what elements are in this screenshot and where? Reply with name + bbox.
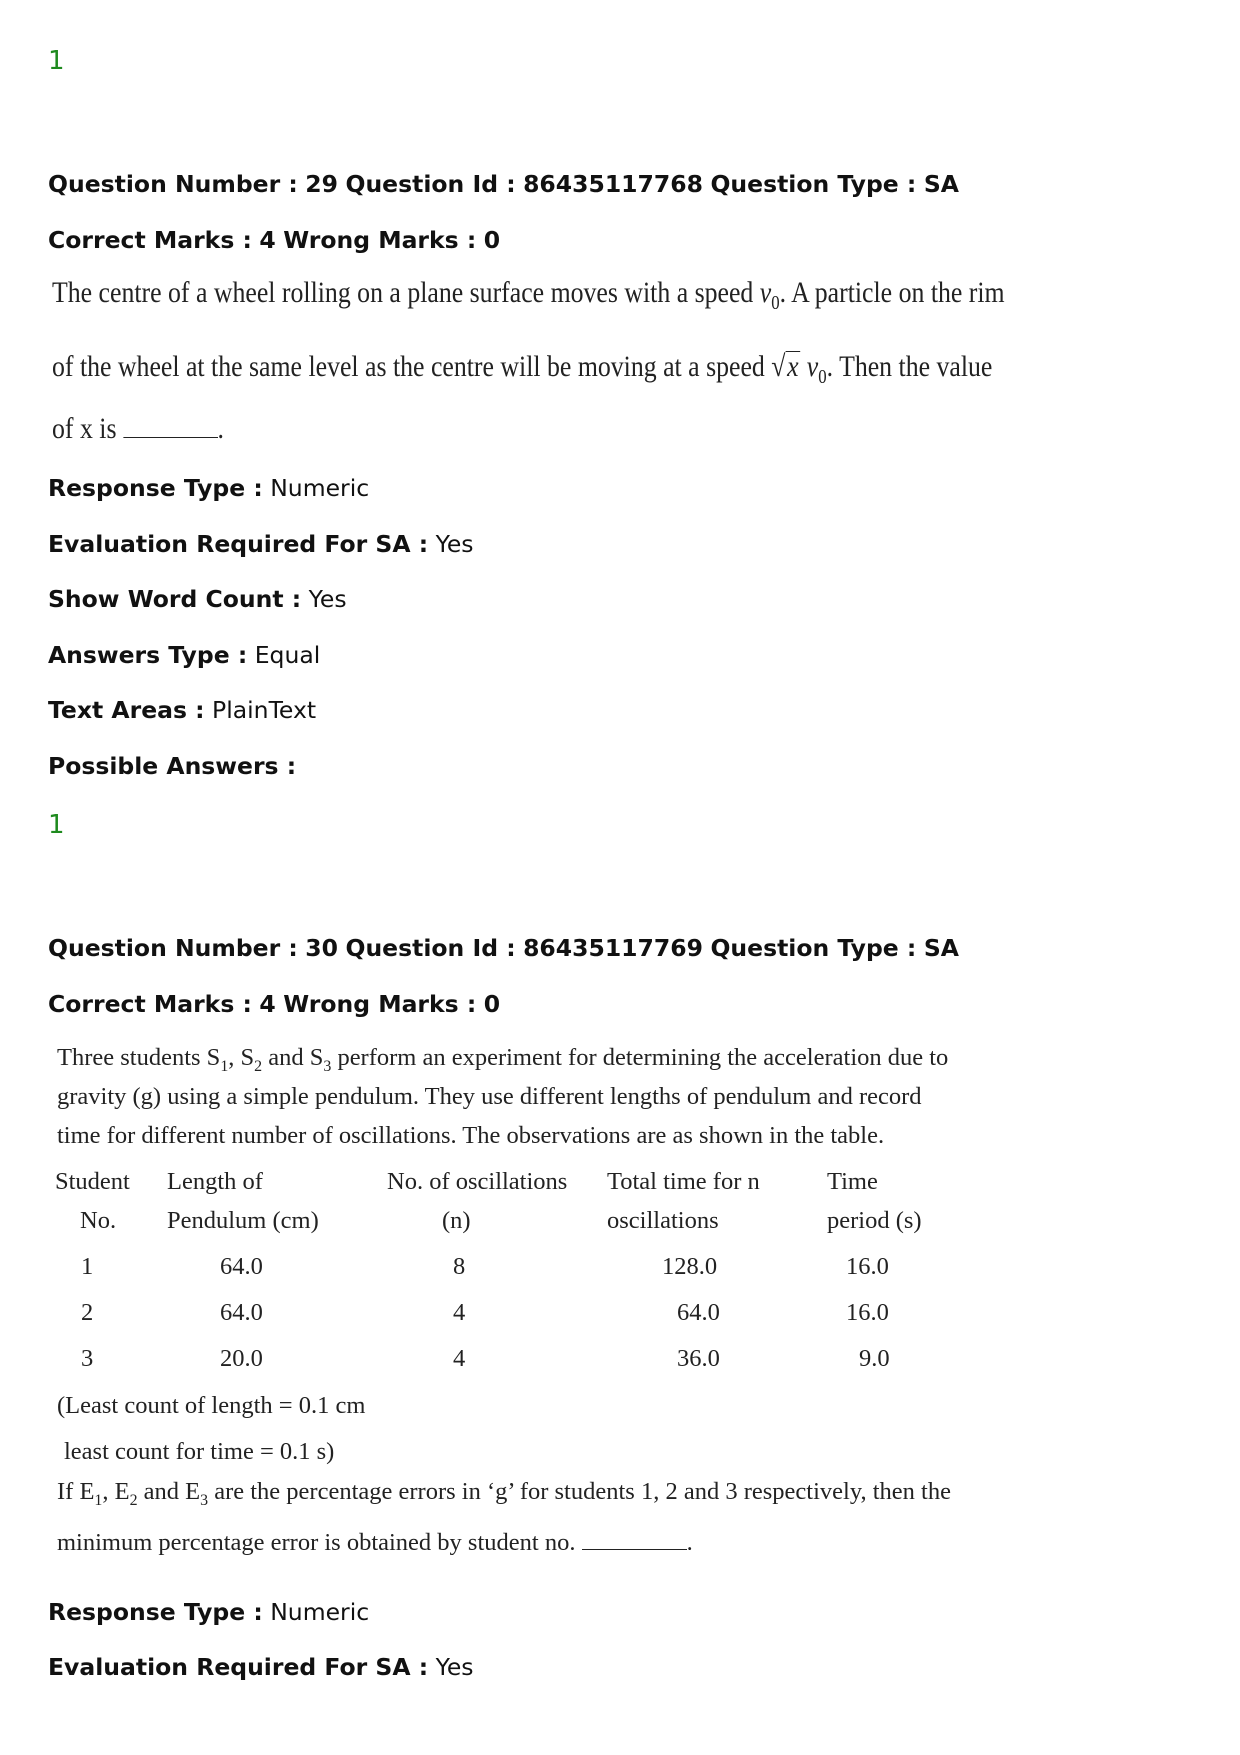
table-header: Total time for n <box>607 1168 760 1195</box>
table-header: oscillations <box>607 1207 719 1234</box>
table-header: Student <box>55 1168 130 1195</box>
table-cell: 64.0 <box>220 1253 263 1280</box>
table-cell: 3 <box>81 1345 94 1372</box>
marks-line: Correct Marks : 4 Wrong Marks : 0 <box>48 226 501 254</box>
table-header: Time <box>827 1168 878 1195</box>
possible-answers-label: Possible Answers : <box>48 752 297 780</box>
table-header: period (s) <box>827 1207 922 1234</box>
table-cell: 128.0 <box>662 1253 718 1280</box>
evaluation-required: Evaluation Required For SA : Yes <box>48 530 474 558</box>
question-text-line-3: of x is . <box>52 412 224 445</box>
marks-line: Correct Marks : 4 Wrong Marks : 0 <box>48 990 501 1018</box>
text-areas: Text Areas : PlainText <box>48 696 317 724</box>
question-text-line-2: of the wheel at the same level as the centre will be moving at a speed √x $v_0$. Then the value <box>52 350 993 388</box>
table-cell: 8 <box>453 1253 466 1280</box>
table-cell: 16.0 <box>846 1299 889 1326</box>
table-cell: 9.0 <box>859 1345 890 1372</box>
table-cell: 64.0 <box>220 1299 263 1326</box>
table-header: No. <box>80 1207 117 1234</box>
question-text-line-1: The centre of a wheel rolling on a plane surface moves with a speed $v_0$. A particle on the rim <box>52 276 1005 314</box>
table-header: Length of <box>167 1168 263 1195</box>
least-count-line-2: least count for time = 0.1 s) <box>64 1438 335 1465</box>
question-text-line-1: Three students $S_1$, $S_2$ and $S_3$ perform an experiment for determining the acceleration due to <box>57 1044 949 1075</box>
table-header: Pendulum (cm) <box>167 1207 319 1234</box>
answer-blank <box>582 1535 687 1550</box>
table-header: (n) <box>442 1207 471 1234</box>
option-number: 1 <box>48 46 65 76</box>
possible-answer-value: 1 <box>48 810 65 840</box>
table-cell: 20.0 <box>220 1345 263 1372</box>
question-text-line-3: time for different number of oscillations. The observations are as shown in the table. <box>57 1122 885 1149</box>
table-cell: 4 <box>453 1299 466 1326</box>
evaluation-required: Evaluation Required For SA : Yes <box>48 1653 474 1681</box>
table-header: No. of oscillations <box>387 1168 568 1195</box>
table-cell: 1 <box>81 1253 94 1280</box>
question-text-line-2: gravity (g) using a simple pendulum. They use different lengths of pendulum and record <box>57 1083 922 1110</box>
question-text-line-5: minimum percentage error is obtained by student no. . <box>57 1529 693 1556</box>
question-header: Question Number : 29 Question Id : 86435117768 Question Type : SA <box>48 170 959 198</box>
question-header: Question Number : 30 Question Id : 86435117769 Question Type : SA <box>48 934 959 962</box>
answer-blank <box>123 417 218 438</box>
response-type: Response Type : Numeric <box>48 474 370 502</box>
answers-type: Answers Type : Equal <box>48 641 321 669</box>
show-word-count: Show Word Count : Yes <box>48 585 347 613</box>
table-cell: 2 <box>81 1299 94 1326</box>
least-count-line-1: (Least count of length = 0.1 cm <box>57 1392 366 1419</box>
table-cell: 16.0 <box>846 1253 889 1280</box>
question-text-line-4: If $E_1$, $E_2$ and $E_3$ are the percentage errors in ‘g’ for students 1, 2 and 3 respectively, then the <box>57 1478 951 1509</box>
table-cell: 4 <box>453 1345 466 1372</box>
table-cell: 36.0 <box>677 1345 720 1372</box>
table-cell: 64.0 <box>677 1299 720 1326</box>
response-type: Response Type : Numeric <box>48 1598 370 1626</box>
